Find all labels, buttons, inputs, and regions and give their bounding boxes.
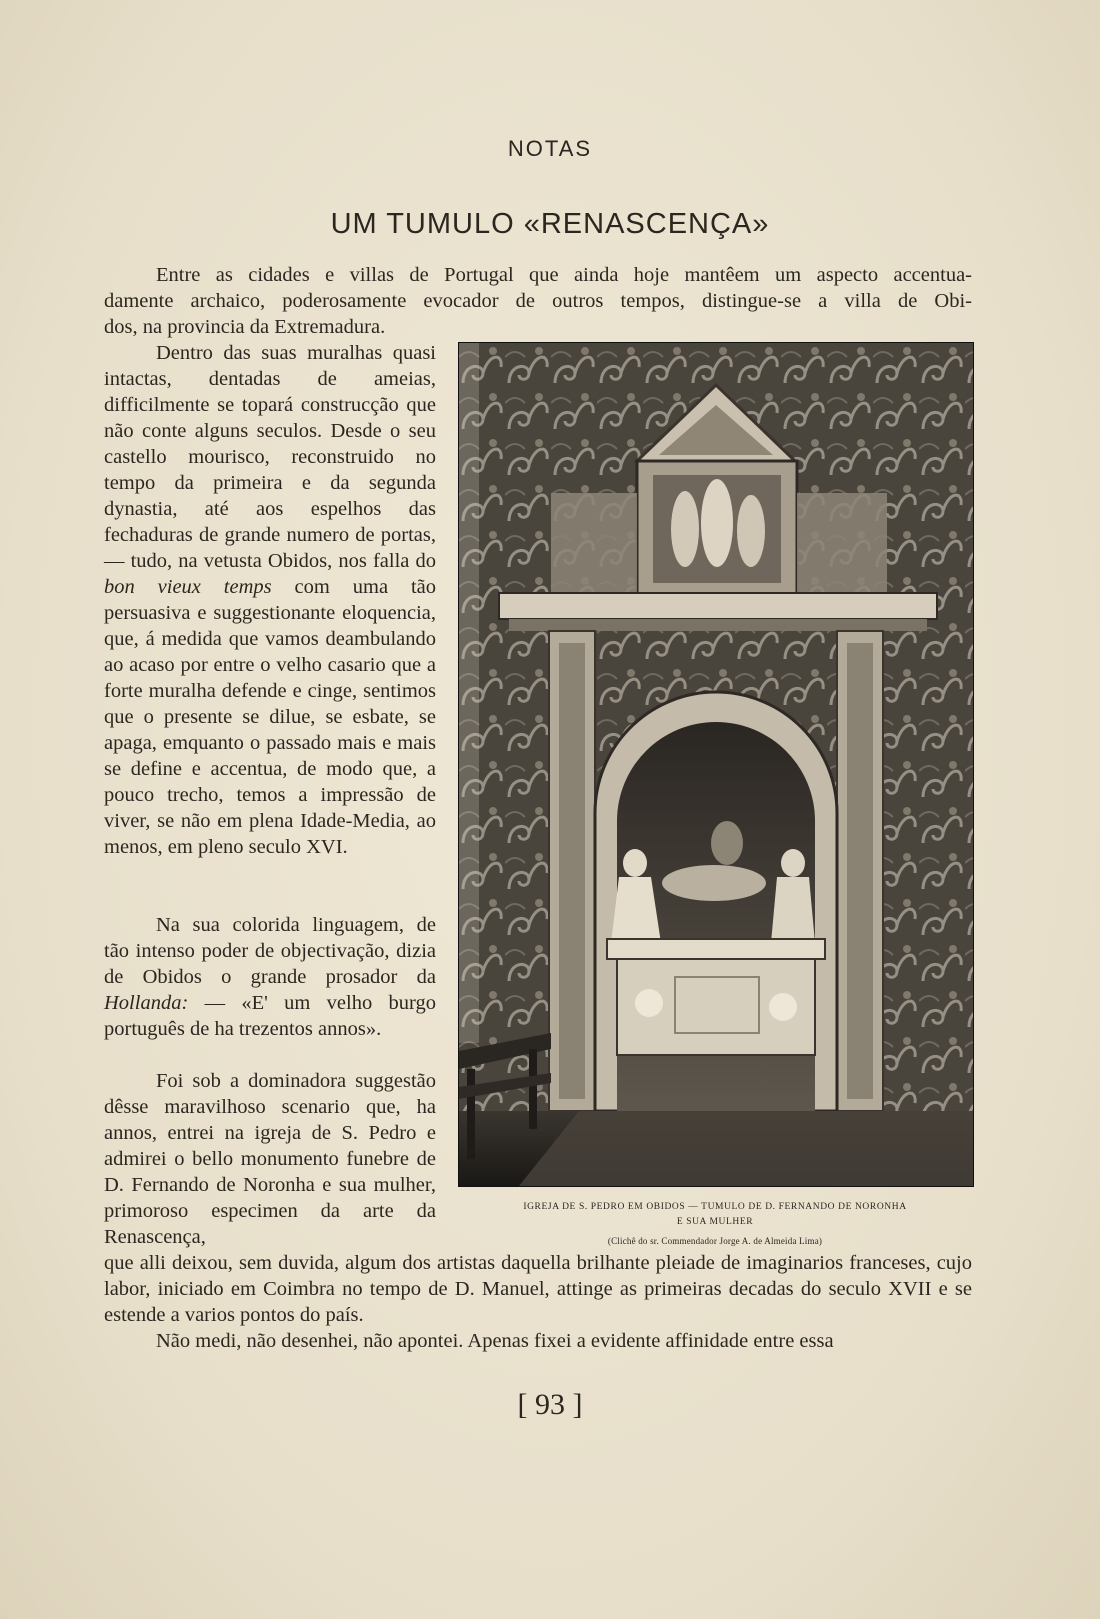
page-number: [ 93 ]: [517, 1388, 583, 1421]
intro-paragraph: [104, 262, 972, 340]
column-text-1: Dentro das suas muralhas quasi intactas, dentadas de ameias, difficilmente se topará construcção que não conte alguns seculos. Desde o seu castello mourisco, reconstruido no tempo da primeira e da segunda dynastia, até aos espelhos das fechaduras de grande numero de portas, — tudo, na vetusta Obidos, nos falla do: [104, 342, 436, 572]
tomb-photograph: [458, 342, 974, 1187]
column-paragraph-2: [104, 912, 436, 1042]
figure-credit: (Clichê do sr. Commendador Jorge A. de Almeida Lima): [607, 1236, 823, 1246]
last-paragraph: [104, 1328, 972, 1354]
intro-line-3: dos, na provincia da Extremadura.: [104, 316, 386, 338]
section-header: NOTAS: [507, 136, 593, 161]
figure-caption-line-1: IGREJA DE S. PEDRO EM OBIDOS — TUMULO DE D. FERNANDO DE NORONHA: [523, 1202, 907, 1212]
last-text: Não medi, não desenhei, não apontei. Apenas fixei a evidente affinidade entre essa: [156, 1330, 834, 1352]
intro-line-2: damente archaico, poderosamente evocador de outros tempos, distingue-se a villa de Obi-: [104, 290, 972, 312]
article-title: UM TUMULO «RENASCENÇA»: [330, 208, 770, 240]
continuation-paragraph: [104, 1250, 972, 1328]
tomb-photograph-illustration: [459, 343, 973, 1186]
column-text-5: Foi sob a dominadora suggestão dêsse maravilhoso scenario que, ha annos, entrei na igreja de S. Pedro e admirei o bello monumento funebre de D. Fernando de Noronha e sua mulher, primoroso especimen da arte da Renascença,: [104, 1070, 436, 1248]
column-italic-1: bon vieux temps: [104, 576, 272, 598]
column-italic-2: Hollanda:: [104, 992, 189, 1014]
continuation-text: que alli deixou, sem duvida, algum dos artistas daquella brilhante pleiade de imaginarios franceses, cujo labor, iniciado em Coimbra no tempo de D. Manuel, attinge as primeiras decadas do seculo XVII e se estende a varios pontos do país.: [104, 1252, 972, 1326]
column-text-4: — «E' um velho burgo português de ha trezentos annos».: [104, 992, 436, 1040]
column-paragraph-3: [104, 1068, 436, 1250]
column-paragraph-1: [104, 340, 436, 860]
intro-line-1: Entre as cidades e villas de Portugal que ainda hoje mantêem um aspecto accentua-: [156, 264, 972, 286]
column-text-3: Na sua colorida linguagem, de tão intenso poder de objectivação, dizia de Obidos o grande prosador da: [104, 914, 436, 988]
column-text-2: com uma tão persuasiva e suggestionante eloquencia, que, á medida que vamos deambulando ao acaso por entre o velho casario que a forte muralha defende e cinge, sentimos que o presente se dilue, se esbate, se apaga, emquanto o passado mais e mais se define e accentua, de modo que, a pouco trecho, temos a impressão de viver, se não em plena Idade-Media, ao menos, em pleno seculo XVI.: [104, 576, 436, 858]
figure-caption-line-2: E SUA MULHER: [676, 1217, 754, 1227]
